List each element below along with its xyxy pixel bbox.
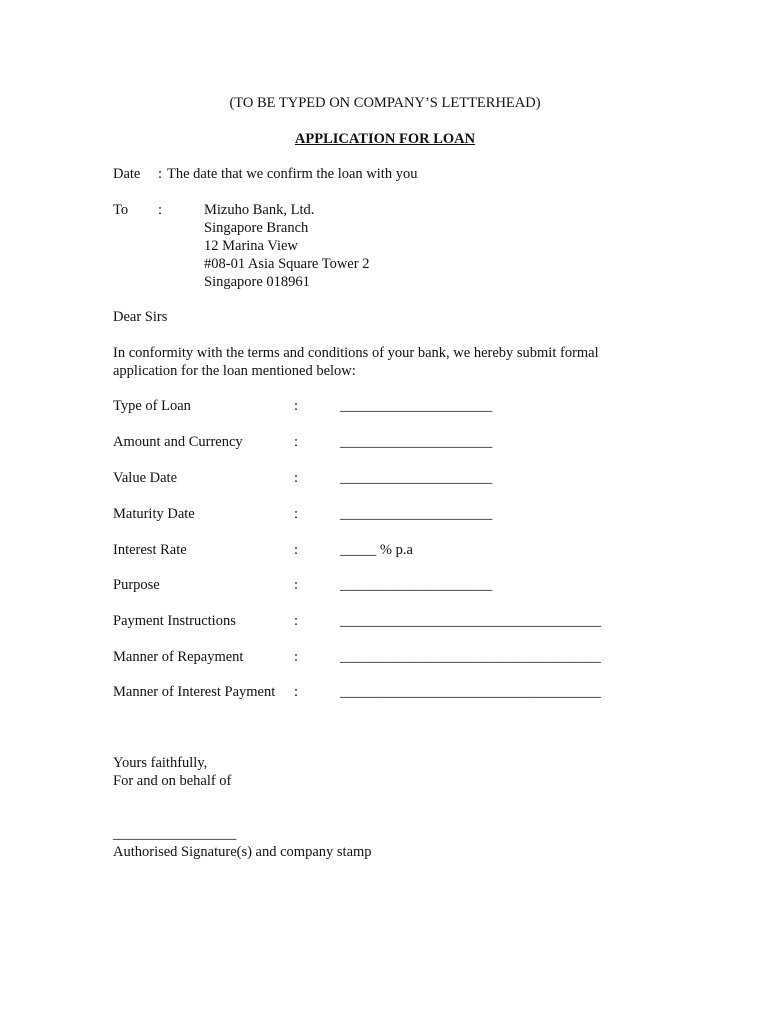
manner-of-interest-payment-label: Manner of Interest Payment (113, 684, 276, 700)
field-separator: : (294, 577, 299, 593)
field-separator: : (294, 398, 299, 414)
field-separator: : (294, 434, 299, 450)
field-separator: : (294, 470, 299, 486)
date-value: The date that we confirm the loan with you (167, 166, 418, 182)
closing-line: For and on behalf of (113, 773, 232, 789)
recipient-separator: : (158, 202, 163, 218)
address-line: Mizuho Bank, Ltd. (204, 202, 315, 218)
recipient-address (204, 201, 369, 291)
address-line: 12 Marina View (204, 238, 298, 254)
address-line: Singapore Branch (204, 220, 309, 236)
address-line: #08-01 Asia Square Tower 2 (204, 256, 370, 272)
recipient-label: To (113, 202, 129, 218)
maturity-date-blank[interactable]: _____________________ (340, 506, 493, 522)
closing-block (113, 754, 231, 790)
value-date-label: Value Date (113, 470, 178, 486)
signature-label: Authorised Signature(s) and company stamp (113, 844, 372, 860)
body-paragraph: In conformity with the terms and conditions of your bank, we hereby submit formal application for the loan mentioned below: (113, 345, 599, 379)
purpose-label: Purpose (113, 577, 160, 593)
value-date-blank[interactable]: _____________________ (340, 470, 493, 486)
field-separator: : (294, 649, 299, 665)
salutation: Dear Sirs (113, 309, 168, 325)
maturity-date-label: Maturity Date (113, 506, 195, 522)
closing-line: Yours faithfully, (113, 755, 208, 771)
purpose-blank[interactable]: _____________________ (340, 577, 493, 593)
interest-rate-label: Interest Rate (113, 542, 187, 558)
field-separator: : (294, 542, 299, 558)
field-separator: : (294, 506, 299, 522)
manner-of-interest-payment-blank[interactable]: ____________________________________ (340, 684, 601, 700)
type-of-loan-label: Type of Loan (113, 398, 191, 414)
field-separator: : (294, 613, 299, 629)
amount-and-currency-blank[interactable]: _____________________ (340, 434, 493, 450)
date-label: Date (113, 166, 141, 182)
manner-of-repayment-label: Manner of Repayment (113, 649, 244, 665)
payment-instructions-label: Payment Instructions (113, 613, 236, 629)
date-separator: : (158, 166, 163, 182)
document-title: APPLICATION FOR LOAN (294, 131, 476, 147)
interest-rate-blank[interactable]: _____ % p.a (340, 542, 413, 558)
manner-of-repayment-blank[interactable]: ____________________________________ (340, 649, 601, 665)
address-line: Singapore 018961 (204, 274, 310, 290)
type-of-loan-blank[interactable]: _____________________ (340, 398, 493, 414)
amount-and-currency-label: Amount and Currency (113, 434, 243, 450)
payment-instructions-blank[interactable]: ____________________________________ (340, 613, 601, 629)
signature-line[interactable]: _________________ (113, 826, 237, 842)
field-separator: : (294, 684, 299, 700)
letterhead-note: (TO BE TYPED ON COMPANY’S LETTERHEAD) (229, 95, 541, 111)
